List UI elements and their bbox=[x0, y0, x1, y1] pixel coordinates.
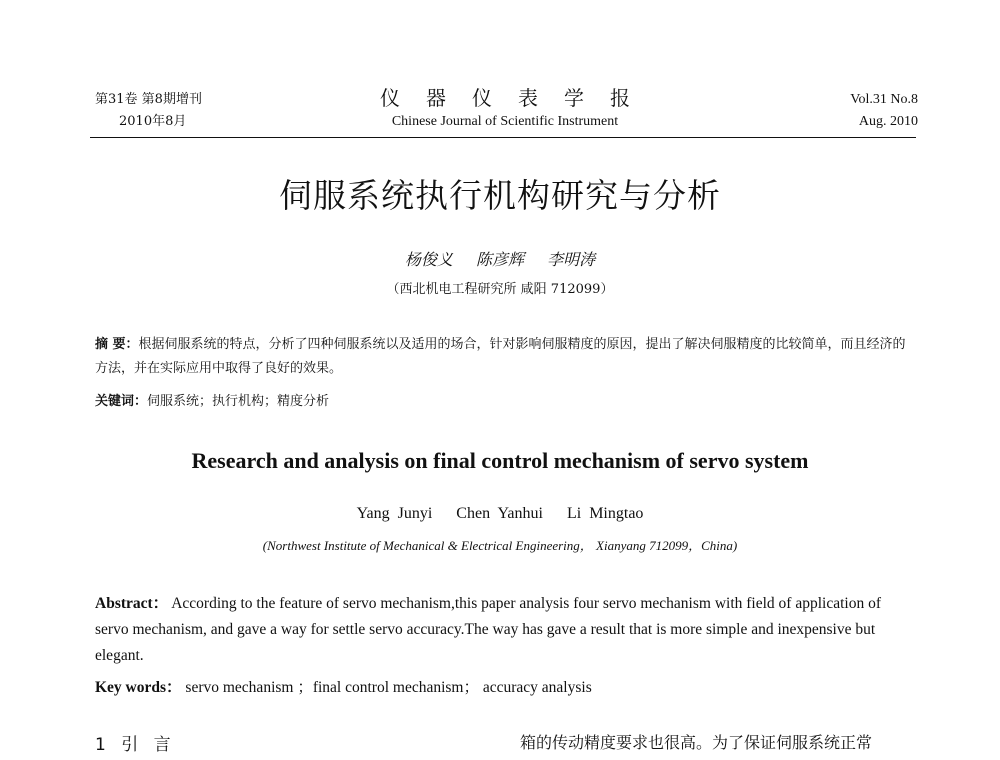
author-en: Li Mingtao bbox=[566, 505, 644, 522]
authors-cn: 杨俊义 陈彦辉 李明涛 bbox=[404, 250, 596, 269]
keywords-cn-text: 伺服系统；执行机构；精度分析 bbox=[147, 394, 330, 409]
volume-issue-en: Vol.31 No.8 bbox=[850, 92, 918, 107]
volume-issue-cn: 第31卷 第8期增刊 bbox=[95, 92, 202, 107]
affiliation-en: (Northwest Institute of Mechanical & Electrical Engineering， Xianyang 712099，China) bbox=[262, 538, 738, 553]
journal-name-block bbox=[340, 84, 670, 132]
paper-title-en: Research and analysis on final control mechanism of servo system bbox=[191, 448, 809, 473]
date-cn: 2010年8月 bbox=[119, 114, 187, 129]
journal-volume-block bbox=[95, 89, 202, 133]
abstract-cn bbox=[95, 333, 917, 381]
body-text-right-column: 箱的传动精度要求也很高。为了保证伺服系统正常 bbox=[520, 733, 873, 752]
section-heading-introduction: 1 引 言 bbox=[95, 735, 171, 755]
abstract-en bbox=[95, 591, 917, 669]
abstract-en-label: Abstract： bbox=[95, 595, 169, 612]
keywords-cn-label: 关键词： bbox=[95, 394, 148, 409]
abstract-cn-text: 根据伺服系统的特点，分析了四种伺服系统以及适用的场合，针对影响伺服精度的原因，提出了解决伺服精度的比较简单，而且经济的方法，并在实际应用中取得了良好的效果。 bbox=[95, 337, 906, 376]
paper-title-cn: 伺服系统执行机构研究与分析 bbox=[279, 176, 721, 215]
author-en: Chen Yanhui bbox=[456, 505, 543, 522]
journal-name-cn: 仪器仪表学报 bbox=[380, 86, 656, 110]
header-rule bbox=[90, 137, 916, 138]
abstract-en-text: According to the feature of servo mechanism,this paper analysis four servo mechanism with field of application of servo mechanism, and gave a way for settle servo accuracy.The way has gave a result that is more simple and inexpensive but elegant. bbox=[95, 595, 881, 664]
authors-en bbox=[0, 505, 1000, 523]
keywords-cn bbox=[95, 390, 329, 409]
keywords-en-label: Key words： bbox=[95, 679, 182, 696]
date-en: Aug. 2010 bbox=[858, 114, 918, 129]
journal-volume-en-block bbox=[850, 89, 918, 133]
abstract-cn-label: 摘 要： bbox=[95, 337, 139, 352]
keywords-en bbox=[95, 675, 592, 697]
author-en: Yang Junyi bbox=[356, 505, 433, 522]
affiliation-cn: （西北机电工程研究所 咸阳 712099） bbox=[386, 282, 614, 297]
journal-name-en: Chinese Journal of Scientific Instrument bbox=[391, 114, 619, 129]
keywords-en-text: servo mechanism ；final control mechanism； accuracy analysis bbox=[181, 679, 592, 696]
